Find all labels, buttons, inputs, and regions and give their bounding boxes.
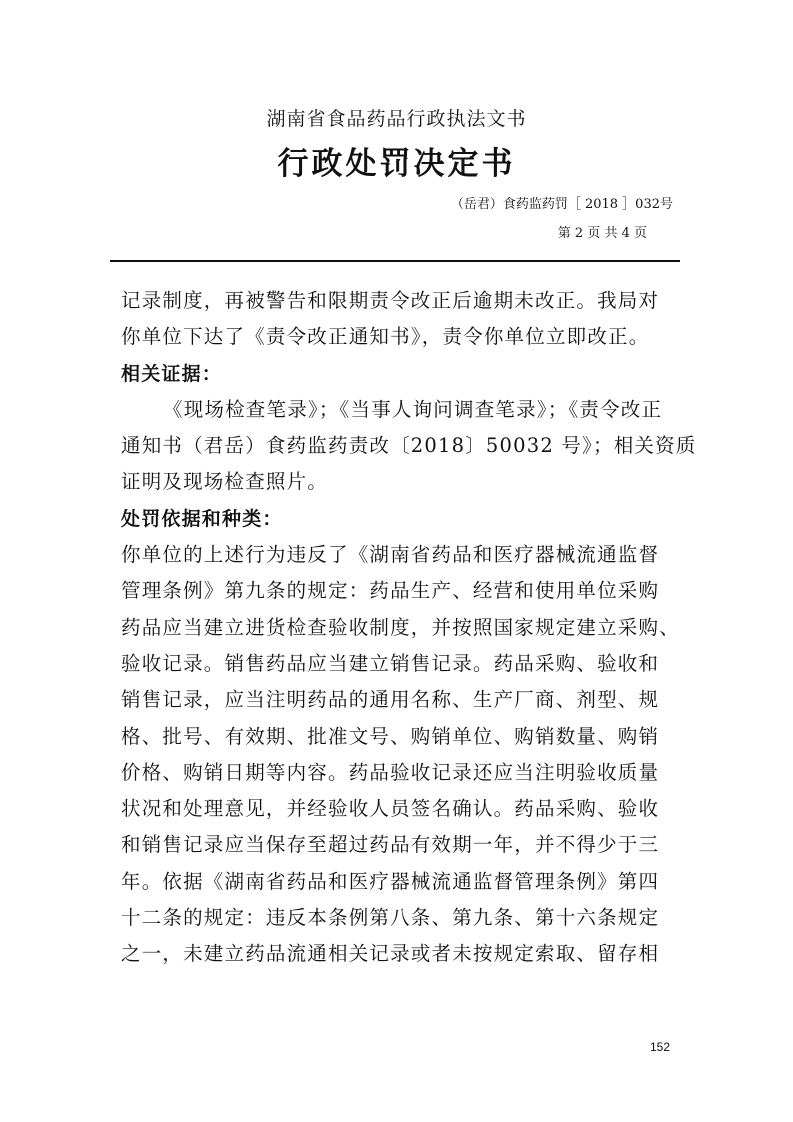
body-line: 和销售记录应当保存至超过药品有效期一年，并不得少于三	[121, 833, 660, 857]
body-line: 价格、购销日期等内容。药品验收记录还应当注明验收质量	[121, 760, 660, 784]
body-line: 十二条的规定：违反本条例第八条、第九条、第十六条规定	[121, 906, 660, 930]
body-line: 《现场检查笔录》；《当事人询问调查笔录》；《责令改正	[163, 397, 663, 421]
body-line: 管理条例》第九条的规定：药品生产、经营和使用单位采购	[121, 579, 660, 603]
body-line: 你单位下达了《责令改正通知书》，责令你单位立即改正。	[121, 325, 650, 349]
document-title: 行政处罚决定书	[277, 146, 516, 182]
document-number: （岳君）食药监药罚［ 2018 ］032号	[450, 197, 673, 212]
body-line: 状况和处理意见，并经验收人员签名确认。药品采购、验收	[121, 797, 660, 821]
section-heading-basis: 处罚依据和种类：	[121, 507, 283, 530]
body-line: 药品应当建立进货检查验收制度，并按照国家规定建立采购、	[121, 615, 680, 639]
page-indicator: 第 2 页 共 4 页	[557, 226, 647, 241]
header-divider	[110, 260, 680, 262]
body-line: 证明及现场检查照片。	[121, 470, 329, 494]
body-line: 格、批号、有效期、批准文号、购销单位、购销数量、购销	[121, 724, 660, 748]
body-line: 销售记录，应当注明药品的通用名称、生产厂商、剂型、规	[121, 688, 660, 712]
body-line: 验收记录。销售药品应当建立销售记录。药品采购、验收和	[121, 651, 660, 675]
body-line: 通知书（君岳）食药监药责改〔2018〕50032 号》；相关资质	[121, 434, 697, 458]
body-line: 之一，未建立药品流通相关记录或者未按规定索取、留存相	[121, 942, 660, 966]
document-category: 湖南省食品药品行政执法文书	[266, 108, 527, 130]
body-line: 记录制度，再被警告和限期责令改正后逾期未改正。我局对	[121, 289, 660, 312]
body-line: 你单位的上述行为违反了《湖南省药品和医疗器械流通监督	[121, 543, 660, 567]
body-line: 年。依据《湖南省药品和医疗器械流通监督管理条例》第四	[121, 869, 660, 893]
page-number: 152	[650, 1040, 671, 1054]
section-heading-evidence: 相关证据：	[121, 362, 223, 385]
body-text	[121, 283, 697, 973]
